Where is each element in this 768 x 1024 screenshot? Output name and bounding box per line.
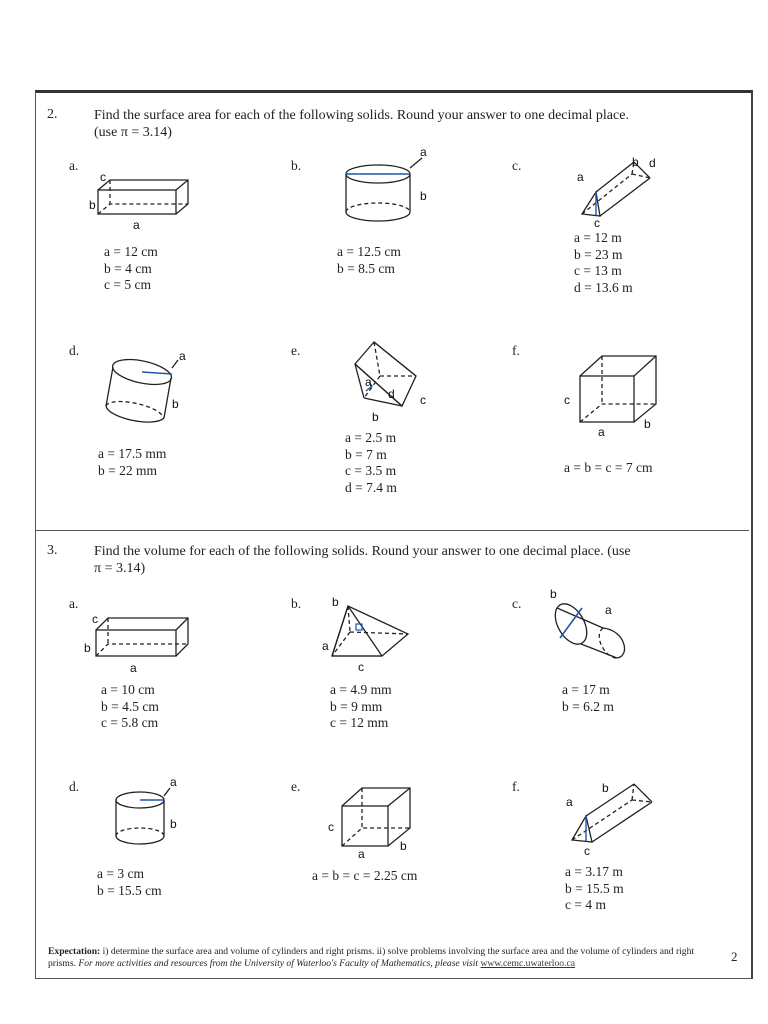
q2c-triangular-prism-figure bbox=[572, 154, 667, 229]
q3b-values bbox=[330, 682, 392, 732]
q3-text: Find the volume for each of the following solids. Round your answer to one decimal place. (use bbox=[94, 544, 631, 559]
q2f-value: a = b = c = 7 cm bbox=[564, 460, 653, 475]
q2e-label-a: a bbox=[365, 375, 372, 389]
q3a-label-a: a bbox=[130, 661, 137, 675]
footer-text: i) determine the surface area and volume of cylinders and right prisms. ii) solve problems involving the surface area and the volume of cylinders and right prisms. bbox=[48, 946, 695, 969]
q2b-letter: b. bbox=[291, 158, 302, 173]
q3c-letter: c. bbox=[512, 596, 522, 611]
q3c-cylinder-figure bbox=[545, 586, 640, 666]
q2b-value-a: a = 12.5 cm bbox=[337, 244, 401, 259]
q3b-letter: b. bbox=[291, 596, 302, 611]
q3b-triangular-prism-figure bbox=[320, 594, 420, 674]
q3d-label-b: b bbox=[170, 817, 177, 831]
q2-text: Find the surface area for each of the following solids. Round your answer to one decimal place. bbox=[94, 108, 629, 123]
q2f-label-b: b bbox=[644, 417, 651, 431]
q3e-value: a = b = c = 2.25 cm bbox=[312, 868, 418, 883]
footer-link[interactable]: www.cemc.uwaterloo.ca bbox=[480, 958, 575, 969]
q3a-values bbox=[101, 682, 159, 732]
q3b-label-a: a bbox=[322, 639, 329, 653]
q3b-value-b: b = 9 mm bbox=[330, 698, 383, 714]
q3c-value-a: a = 17 m bbox=[562, 682, 610, 697]
q3c-values bbox=[562, 682, 614, 715]
q3f-label-c: c bbox=[584, 844, 590, 858]
q2a-label-a: a bbox=[133, 218, 140, 232]
q2e-label-c: c bbox=[420, 393, 426, 407]
q2e-value-c: c = 3.5 m bbox=[345, 463, 397, 478]
q2a-label-c: c bbox=[100, 170, 106, 184]
q2d-label-a: a bbox=[179, 349, 186, 363]
q3a-letter: a. bbox=[69, 596, 79, 611]
q2-number: 2. bbox=[47, 107, 58, 122]
q3e-label-c: c bbox=[328, 820, 334, 834]
q2a-rectangular-prism-figure bbox=[88, 172, 198, 232]
q2f-label-c: c bbox=[564, 393, 570, 407]
footer-expectation bbox=[48, 946, 716, 970]
footer-lead: Expectation: bbox=[48, 946, 101, 957]
q2b-label-a: a bbox=[420, 145, 427, 159]
q3b-value-a: a = 4.9 mm bbox=[330, 682, 392, 697]
q2e-label-d: d bbox=[388, 387, 395, 401]
q2c-value-d: d = 13.6 m bbox=[574, 279, 633, 295]
q3d-cylinder-figure bbox=[110, 776, 190, 856]
q3a-value-c: c = 5.8 cm bbox=[101, 715, 159, 730]
q3d-value-a: a = 3 cm bbox=[97, 866, 144, 881]
q2e-value-b: b = 7 m bbox=[345, 446, 387, 462]
q2b-label-b: b bbox=[420, 189, 427, 203]
q3a-value-b: b = 4.5 cm bbox=[101, 698, 159, 714]
q3d-label-a: a bbox=[170, 775, 177, 789]
q3e-values bbox=[312, 868, 417, 885]
q2c-label-c: c bbox=[594, 216, 600, 230]
q2-instruction bbox=[94, 107, 704, 141]
q3e-cube-figure bbox=[326, 786, 421, 861]
q3e-letter: e. bbox=[291, 779, 301, 794]
q2f-label-a: a bbox=[598, 425, 605, 439]
q3d-value-b: b = 15.5 cm bbox=[97, 882, 162, 898]
q2c-value-a: a = 12 m bbox=[574, 230, 622, 245]
q3-pi-note: π = 3.14) bbox=[94, 561, 146, 576]
q3c-value-b: b = 6.2 m bbox=[562, 698, 614, 714]
q2-pi-note: (use π = 3.14) bbox=[94, 125, 172, 140]
section-divider bbox=[36, 530, 749, 531]
q2e-value-d: d = 7.4 m bbox=[345, 479, 397, 495]
q2b-cylinder-figure bbox=[340, 145, 435, 228]
q2f-cube-figure bbox=[560, 352, 665, 437]
q2d-letter: d. bbox=[69, 343, 80, 358]
q2e-label-b: b bbox=[372, 410, 379, 424]
q3c-label-b: b bbox=[550, 587, 557, 601]
q3b-label-c: c bbox=[358, 660, 364, 674]
q3e-label-a: a bbox=[358, 847, 365, 861]
q3d-letter: d. bbox=[69, 779, 80, 794]
q2a-letter: a. bbox=[69, 158, 79, 173]
q3-number: 3. bbox=[47, 543, 58, 558]
q2e-triangular-prism-figure bbox=[350, 336, 440, 431]
q2c-label-d: d bbox=[649, 156, 656, 170]
q3f-label-a: a bbox=[566, 795, 573, 809]
q2f-values bbox=[564, 460, 652, 477]
q3f-triangular-prism-figure bbox=[560, 778, 660, 860]
q3f-label-b: b bbox=[602, 781, 609, 795]
q2a-values bbox=[104, 244, 158, 294]
q2c-letter: c. bbox=[512, 158, 522, 173]
q2c-value-c: c = 13 m bbox=[574, 263, 622, 278]
q2b-values bbox=[337, 244, 401, 277]
q3f-letter: f. bbox=[512, 779, 520, 794]
q2c-value-b: b = 23 m bbox=[574, 246, 623, 262]
q2c-label-a: a bbox=[577, 170, 584, 184]
q3b-value-c: c = 12 mm bbox=[330, 715, 389, 730]
q3f-values bbox=[565, 864, 624, 914]
q3e-label-b: b bbox=[400, 839, 407, 853]
q2a-value-a: a = 12 cm bbox=[104, 244, 158, 259]
q3d-values bbox=[97, 866, 162, 899]
q3a-rectangular-prism-figure bbox=[82, 610, 197, 675]
q2d-values bbox=[98, 446, 166, 479]
q2a-label-b: b bbox=[89, 198, 96, 212]
q2d-cylinder-figure bbox=[98, 348, 198, 433]
footer-italic: For more activities and resources from the University of Waterloo's Faculty of Mathematics, please visit bbox=[78, 958, 481, 969]
q2d-label-b: b bbox=[172, 397, 179, 411]
q3f-value-b: b = 15.5 m bbox=[565, 880, 624, 896]
q2e-value-a: a = 2.5 m bbox=[345, 430, 397, 445]
q3f-value-c: c = 4 m bbox=[565, 897, 606, 912]
q2c-label-b: b bbox=[632, 155, 639, 169]
q3a-value-a: a = 10 cm bbox=[101, 682, 155, 697]
q3a-label-c: c bbox=[92, 612, 98, 626]
q3-instruction bbox=[94, 543, 704, 577]
q2b-value-b: b = 8.5 cm bbox=[337, 260, 395, 276]
q2d-value-a: a = 17.5 mm bbox=[98, 446, 167, 461]
q3c-label-a: a bbox=[605, 603, 612, 617]
q2e-values bbox=[345, 430, 397, 496]
q2c-values bbox=[574, 230, 633, 296]
q2f-letter: f. bbox=[512, 343, 520, 358]
q3a-label-b: b bbox=[84, 641, 91, 655]
q2e-letter: e. bbox=[291, 343, 301, 358]
page-number: 2 bbox=[731, 949, 738, 964]
q2a-value-b: b = 4 cm bbox=[104, 260, 152, 276]
q2d-value-b: b = 22 mm bbox=[98, 462, 157, 478]
q3f-value-a: a = 3.17 m bbox=[565, 864, 623, 879]
q3b-label-b: b bbox=[332, 595, 339, 609]
q2a-value-c: c = 5 cm bbox=[104, 277, 151, 292]
